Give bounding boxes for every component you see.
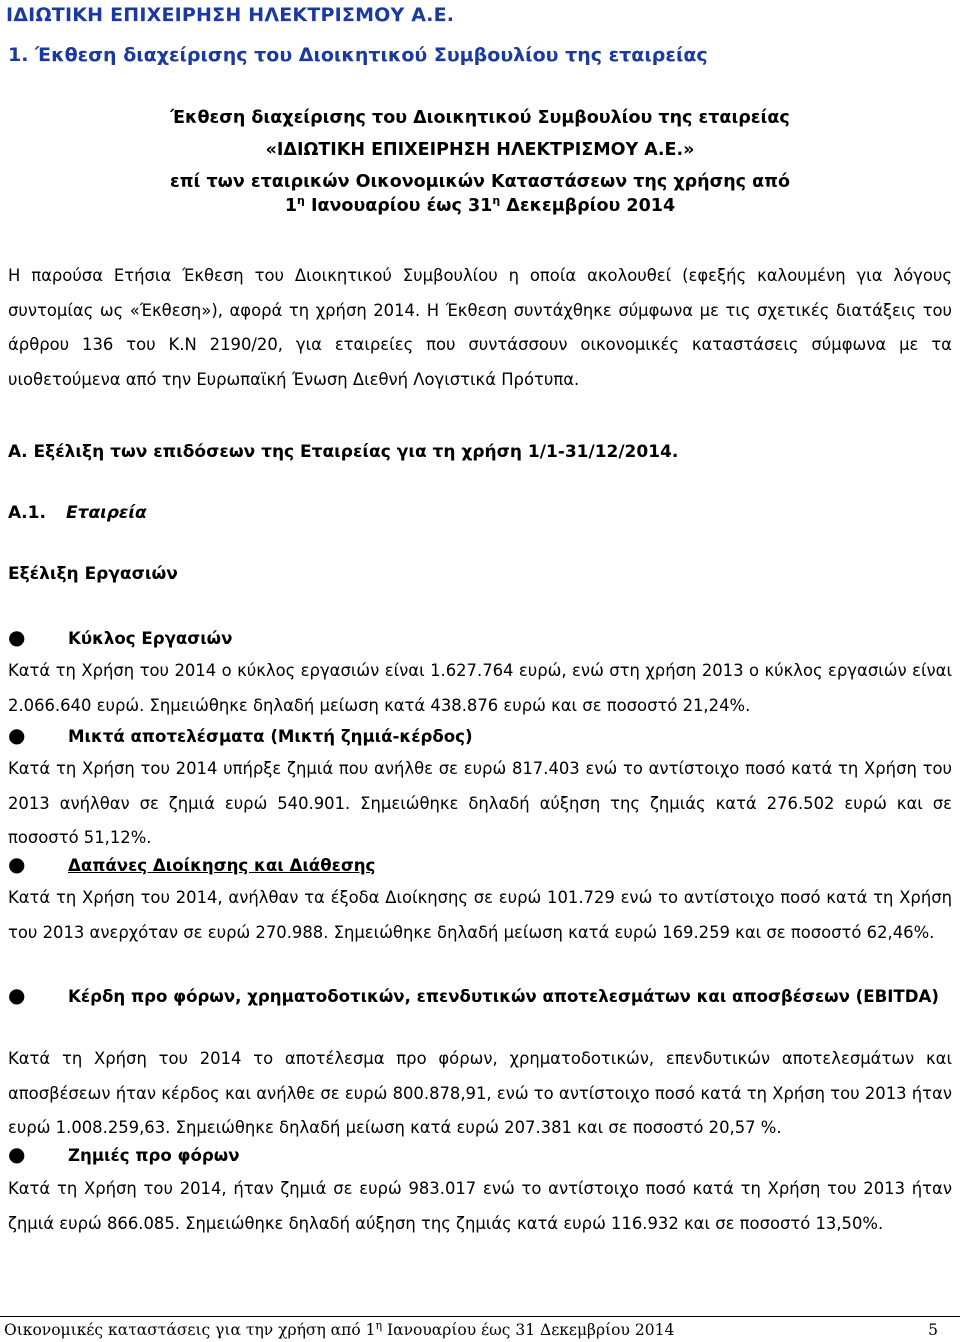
company-title: ΙΔΙΩΤΙΚΗ ΕΠΙΧΕΙΡΗΣΗ ΗΛΕΚΤΡΙΣΜΟΥ Α.Ε. xyxy=(6,4,455,26)
footer-text xyxy=(4,1318,675,1339)
report-heading-line2: «ΙΔΙΩΤΙΚΗ ΕΠΙΧΕΙΡΗΣΗ ΗΛΕΚΤΡΙΣΜΟΥ Α.Ε.» xyxy=(265,140,695,160)
section-a1-title: Εταιρεία xyxy=(66,503,147,523)
item-heading xyxy=(8,1142,240,1166)
item-heading xyxy=(8,625,232,649)
footer-text-b: Ιανουαρίου έως 31 Δεκεμβρίου 2014 xyxy=(382,1321,675,1339)
page-number: 5 xyxy=(928,1321,938,1339)
item-heading-text: Μικτά αποτελέσματα (Μικτή ζημιά-κέρδος) xyxy=(68,727,473,746)
section-a1-heading xyxy=(8,503,147,523)
bullet-icon: ● xyxy=(8,983,26,1007)
item-heading-text: Δαπάνες Διοίκησης και Διάθεσης xyxy=(68,856,376,875)
report-heading-line4 xyxy=(0,196,960,216)
report-heading-line3: επί των εταιρικών Οικονομικών Καταστάσεων της χρήσης από xyxy=(169,172,791,192)
section-title: 1. Έκθεση διαχείρισης του Διοικητικού Συμβουλίου της εταιρείας xyxy=(8,44,708,66)
item-heading xyxy=(8,976,952,1016)
period-middle: Ιανουαρίου έως 31 xyxy=(304,196,493,216)
item-heading-text: Κύκλος Εργασιών xyxy=(68,629,233,648)
item-heading-text: Κέρδη προ φόρων, χρηματοδοτικών, επενδυτικών αποτελεσμάτων και αποσβέσεων (EBITDA) xyxy=(68,987,939,1006)
item-text: Κατά τη Χρήση του 2014 υπήρξε ζημιά που ανήλθε σε ευρώ 817.403 ενώ το αντίστοιχο ποσό κατά τη Χρήση του 2013 ανήλθαν σε ζημιά ευρώ 540.901. Σημειώθηκε δηλαδή αύξηση της ζημιάς κατά 276.502 ευρώ και σε ποσοστό 51,12%. xyxy=(8,759,952,848)
period-start-day: 1 xyxy=(284,196,298,216)
section-a1-number: Α.1. xyxy=(8,503,46,523)
item-heading xyxy=(8,852,375,876)
footer-divider xyxy=(0,1316,960,1317)
item-heading-text: Ζημιές προ φόρων xyxy=(68,1146,240,1165)
bullet-icon: ● xyxy=(8,625,26,649)
item-text: Κατά τη Χρήση του 2014 το αποτέλεσμα προ φόρων, χρηματοδοτικών, επενδυτικών αποτελεσμάτων και αποσβέσεων ήταν κέρδος και ανήλθε σε ευρώ 800.878,91, ενώ το αντίστοιχο ποσό κατά τη Χρήση του 2013 ήταν ευρώ 1.008.259,63. Σημειώθηκε δηλαδή μείωση κατά ευρώ 207.381 και σε ποσοστό 20,57 %. xyxy=(8,1049,952,1138)
intro-paragraph: Η παρούσα Ετήσια Έκθεση του Διοικητικού Συμβουλίου η οποία ακολουθεί (εφεξής καλουμένη για λόγους συντομίας ως «Έκθεση»), αφορά τη χρήση 2014. Η Έκθεση συντάχθηκε σύμφωνα με τις σχετικές διατάξεις του άρθρου 136 του Κ.Ν 2190/20, για εταιρείες που συντάσσουν οικονομικές καταστάσεις σύμφωνα με τα υιοθετούμενα από την Ευρωπαϊκή Ένωση Διεθνή Λογιστικά Πρότυπα. xyxy=(8,266,952,390)
ordinal-sup: η xyxy=(492,194,501,208)
item-text: Κατά τη Χρήση του 2014 ο κύκλος εργασιών είναι 1.627.764 ευρώ, ενώ στη χρήση 2013 ο κύκλος εργασιών είναι 2.066.640 ευρώ. Σημειώθηκε δηλαδή μείωση κατά 438.876 ευρώ και σε ποσοστό 21,24%. xyxy=(8,661,952,715)
ordinal-sup: η xyxy=(297,194,305,208)
bullet-icon: ● xyxy=(8,1142,26,1166)
section-a-heading: Α. Εξέλιξη των επιδόσεων της Εταιρείας για τη χρήση 1/1-31/12/2014. xyxy=(8,442,679,462)
ordinal-sup: η xyxy=(375,1318,383,1332)
report-heading-line1: Έκθεση διαχείρισης του Διοικητικού Συμβουλίου της εταιρείας xyxy=(170,108,790,128)
bullet-icon: ● xyxy=(8,852,26,876)
period-end: Δεκεμβρίου 2014 xyxy=(500,196,676,216)
item-heading xyxy=(8,723,473,747)
subsection-heading: Εξέλιξη Εργασιών xyxy=(8,564,178,584)
footer-text-a: Οικονομικές καταστάσεις για την χρήση από 1 xyxy=(4,1321,376,1339)
item-text: Κατά τη Χρήση του 2014, ήταν ζημιά σε ευρώ 983.017 ενώ το αντίστοιχο ποσό κατά τη Χρήση του 2013 ήταν ζημιά ευρώ 866.085. Σημειώθηκε δηλαδή αύξηση της ζημιάς κατά ευρώ 116.932 και σε ποσοστό 13,50%. xyxy=(8,1179,952,1233)
item-text: Κατά τη Χρήση του 2014, ανήλθαν τα έξοδα Διοίκησης σε ευρώ 101.729 ενώ το αντίστοιχο ποσό κατά τη Χρήση του 2013 ανερχόταν σε ευρώ 270.988. Σημειώθηκε δηλαδή μείωση κατά ευρώ 169.259 και σε ποσοστό 62,46%. xyxy=(8,888,952,942)
bullet-icon: ● xyxy=(8,723,26,747)
